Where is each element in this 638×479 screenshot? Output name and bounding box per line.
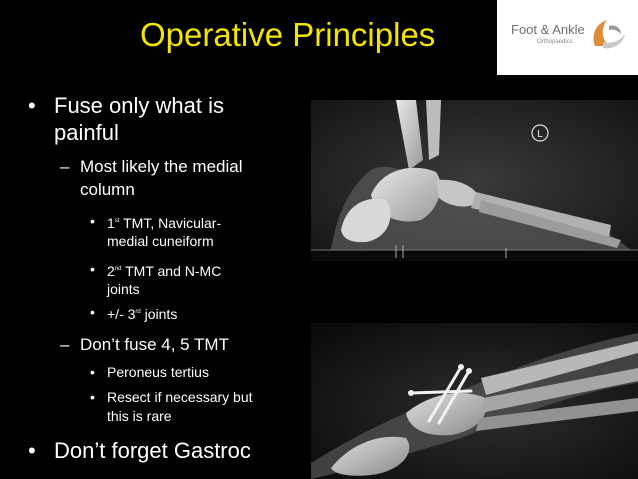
sub-sub-bullet-text: 2nd TMT and N-MC: [107, 263, 222, 279]
bullet-marker: •: [90, 364, 95, 380]
bullet-text: painful: [54, 120, 119, 145]
side-marker: L: [537, 129, 543, 140]
logo-subtitle: Orthopaedics: [537, 39, 573, 45]
sub-sub-bullet-text: medial cuneiform: [107, 233, 214, 249]
xray-lateral-foot: [311, 100, 638, 261]
bullet-marker: •: [90, 389, 95, 405]
sub-sub-bullet-text: this is rare: [107, 408, 172, 424]
bullet-marker: •: [90, 213, 95, 229]
xray-fused-foot: [311, 323, 638, 479]
sub-bullet-text: column: [80, 180, 135, 199]
bullet-marker: •: [28, 438, 36, 463]
sub-sub-bullet-text: +/- 3rd joints: [107, 306, 178, 322]
sub-sub-bullet-text: Resect if necessary but: [107, 389, 253, 405]
bullet-list: [0, 0, 310, 479]
sub-sub-bullet-text: Peroneus tertius: [107, 364, 209, 380]
logo-name: Foot & Ankle: [511, 22, 585, 37]
foot-ankle-logo-icon: [589, 16, 627, 52]
bullet-marker: •: [90, 261, 95, 277]
logo: [497, 0, 638, 75]
sub-bullet-text: Most likely the medial: [80, 157, 243, 176]
sub-sub-bullet-text: joints: [107, 281, 140, 297]
sub-sub-bullet-text: 1st TMT, Navicular-: [107, 215, 222, 231]
dash-marker: –: [60, 335, 70, 354]
bullet-text: Don’t forget Gastroc: [54, 438, 251, 463]
sub-bullet-text: Don’t fuse 4, 5 TMT: [80, 335, 229, 354]
xray-fused-foot-image: [311, 323, 638, 479]
bullet-marker: •: [28, 93, 36, 118]
bullet-marker: •: [90, 304, 95, 320]
xray-lateral-foot-image: [311, 100, 638, 261]
slide-title: Operative Principles: [140, 16, 436, 53]
bullet-text: Fuse only what is: [54, 93, 224, 118]
dash-marker: –: [60, 157, 70, 176]
